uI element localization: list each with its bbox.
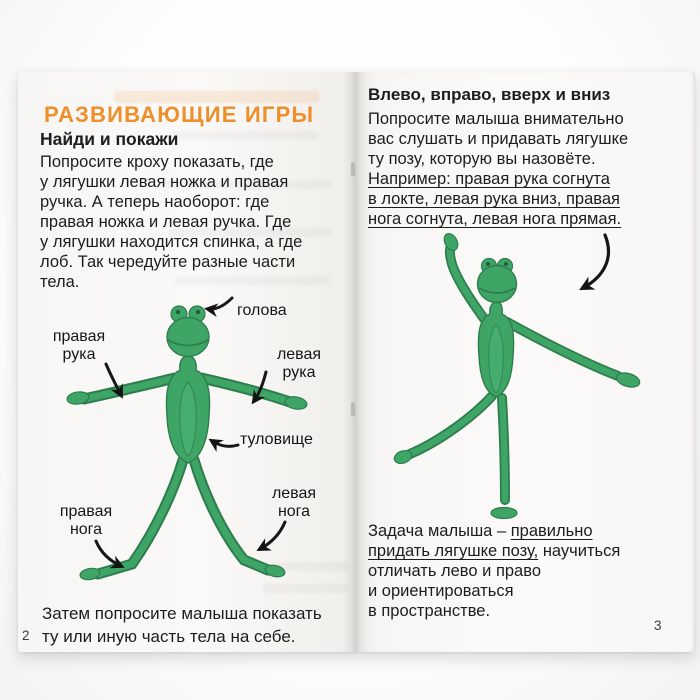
label-line: нога [69, 521, 103, 538]
label-line: правая [59, 503, 113, 520]
example-line: в локте, левая рука вниз, правая [368, 190, 620, 208]
task-text: Задача малыша – [368, 522, 511, 540]
task-text-underlined: придать лягушке позу, [368, 542, 539, 560]
staple [351, 402, 355, 415]
intro-line: Попросите кроху показать, где [40, 153, 274, 171]
intro-line: Попросите малыша внимательно [368, 110, 624, 128]
intro-line: ту позу, которую вы назовёте. [368, 150, 596, 168]
task-line: в пространстве. [368, 602, 491, 620]
section-heading: РАЗВИВАЮЩИЕ ИГРЫ [44, 102, 315, 127]
task-line [368, 541, 620, 561]
label-line: правая [52, 328, 106, 345]
staple [351, 162, 355, 175]
task-paragraph [368, 521, 620, 621]
intro-line: у лягушки левая ножка и правая [40, 173, 289, 191]
page-left [18, 72, 355, 652]
game-title: Найди и покажи [40, 129, 179, 149]
frog-pose-illustration [390, 232, 670, 537]
footer-line: ту или иную часть тела на себе. [42, 627, 296, 646]
task-text: научиться [538, 542, 621, 560]
label-right-arm [29, 328, 129, 364]
intro-line: лоб. Так чередуйте разные части [40, 253, 296, 271]
open-booklet [18, 72, 694, 652]
example-line: Например: правая рука согнута [368, 170, 610, 188]
page-number-left: 2 [22, 628, 30, 643]
example-line: нога согнута, левая нога прямая. [368, 210, 622, 228]
right-intro-paragraph [368, 109, 628, 229]
label-torso: туловище [240, 431, 313, 448]
page-right [355, 72, 695, 652]
label-left-leg [244, 485, 344, 521]
frog-head [478, 259, 517, 303]
page-number-right: 3 [654, 618, 662, 633]
intro-paragraph [40, 152, 302, 292]
frog-belly [489, 324, 503, 393]
intro-line: у лягушки находится спинка, а где [40, 233, 303, 251]
task-line: отличать лево и право [368, 562, 541, 580]
task-text-underlined: правильно [510, 522, 593, 540]
task-line: и ориентироваться [368, 582, 514, 600]
intro-line: тела. [40, 273, 80, 291]
right-page-title: Влево, вправо, вверх и вниз [368, 85, 611, 104]
intro-line: ручка. А теперь наоборот: где [40, 193, 270, 211]
label-head: голова [237, 302, 287, 319]
frog-head [167, 306, 209, 357]
footer-paragraph [42, 602, 322, 648]
label-line: рука [62, 346, 96, 363]
label-line: левая [276, 346, 322, 363]
frog-belly [180, 382, 196, 456]
pose-arrow [583, 235, 608, 288]
task-line [368, 521, 620, 541]
label-left-arm [249, 346, 349, 382]
intro-line: вас слушать и придавать лягушке [368, 130, 629, 148]
label-line: нога [277, 503, 311, 520]
intro-line: правая ножка и левая ручка. Где [40, 213, 292, 231]
bleed-through-line [168, 131, 318, 140]
label-line: левая [271, 485, 317, 502]
label-right-leg [36, 503, 136, 539]
label-line: рука [282, 364, 316, 381]
footer-line: Затем попросите малыша показать [42, 604, 322, 623]
